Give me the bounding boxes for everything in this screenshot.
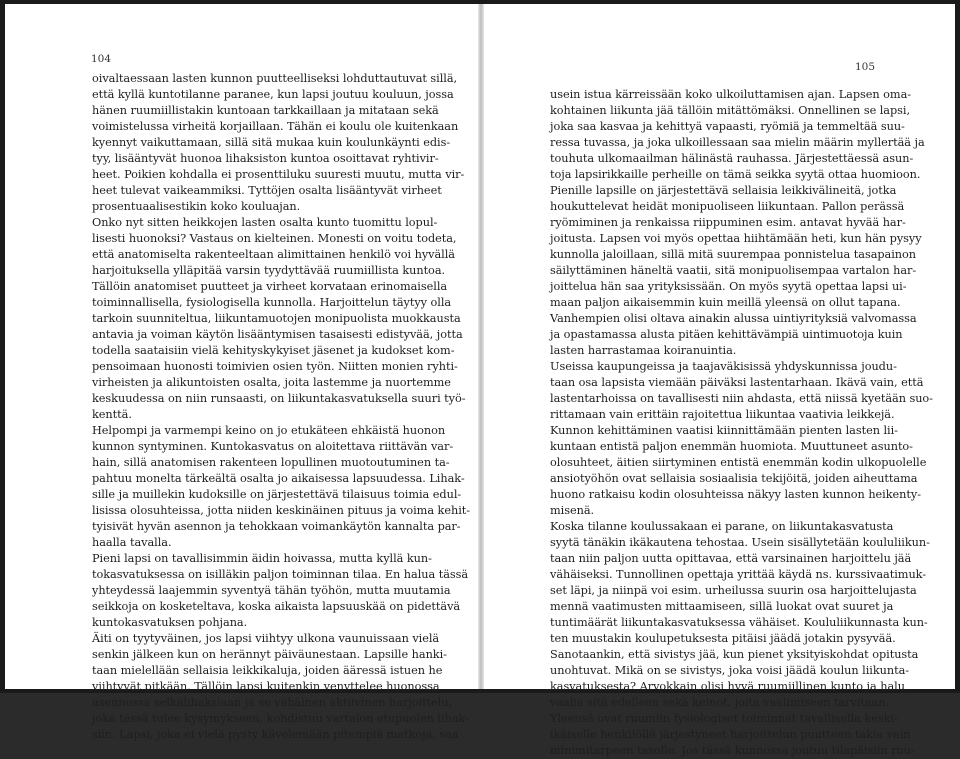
- text-line: joka tässä tulee kysymykseen, kohdistuu vartalon etupuolen lihak-: [92, 712, 469, 725]
- text-line: vähäiseksi. Tunnollinen opettaja yrittää käydä ns. kurssivaatimuk-: [550, 568, 927, 581]
- text-line: syytä tänäkin ikäkautena tehostaa. Usein sisällytetään koululiikun-: [550, 536, 930, 549]
- text-line: kenttä.: [92, 408, 132, 421]
- text-line: rittamaan vain erittäin rajoitettua liikuntaa vaativia leikkejä.: [550, 408, 895, 421]
- text-line: keskuudessa on niin runsaasti, on liikuntakasvatuksella suuri työ-: [92, 392, 466, 405]
- text-line: ressa tuvassa, ja joka ulkoillessaan saa mielin määrin myllertää ja: [550, 136, 925, 149]
- text-line: että kyllä kuntotilanne paranee, kun lapsi joutuu kouluun, jossa: [92, 88, 454, 101]
- scan-border-left: [0, 0, 5, 693]
- text-line: tuntimäärät liikuntakasvatuksessa vähäiset. Koululiikunnasta kun-: [550, 616, 928, 629]
- text-line: lastentarhoissa on tavallisesti niin ahdasta, että niissä kyetään suo-: [550, 392, 933, 405]
- text-line: minimitarpeen tasolle. Jos tässä kunnossa joutuu tilapäisiin ruu-: [550, 744, 915, 757]
- text-line: pensoimaan huonosti toimivien osien työn. Niitten monien ryhti-: [92, 360, 458, 373]
- text-line: toja lapsirikkaille perheille on tämä seikka syytä ottaa huomioon.: [550, 168, 921, 181]
- text-line: harjoituksella ylläpitää varsin tyydyttävää ruumiillista kuntoa.: [92, 264, 446, 277]
- text-line: lisesti huonoksi? Vastaus on kielteinen. Monesti on voitu todeta,: [92, 232, 457, 245]
- text-line: kyennyt vaikuttamaan, sillä sitä mukaa kuin koulunkäynti edis-: [92, 136, 451, 149]
- text-line: Useissa kaupungeissa ja taajaväkisissä yhdyskunnissa joudu-: [550, 360, 897, 373]
- text-line: mennä vaatimusten mittaamiseen, sillä luokat ovat suuret ja: [550, 600, 894, 613]
- text-line: heet. Poikien kohdalla ei prosenttiluku suuresti muutu, mutta vir-: [92, 168, 465, 181]
- text-line: set läpi, ja niinpä voi esim. urheilussa suurin osa harjoittelujasta: [550, 584, 917, 597]
- right-page-number: 105: [855, 61, 876, 73]
- text-line: Pieni lapsi on tavallisimmin äidin hoivassa, mutta kyllä kun-: [92, 552, 432, 565]
- text-line: viihtyvät pitkään. Tällöin lapsi kuitenkin venyttelee huonossa: [92, 680, 440, 693]
- text-line: säilyttäminen häneltä vaatii, sitä monipuolisempaa vartalon har-: [550, 264, 917, 277]
- text-line: maan paljon aikaisemmin kuin meillä yleensä on ollut tapana.: [550, 296, 901, 309]
- text-line: kasvatuksesta? Arvokkain olisi hyvä ruumiillinen kunto ja halu: [550, 680, 905, 693]
- text-line: yhteydessä laajemmin syventyä tähän työhön, mutta muutamia: [92, 584, 451, 597]
- text-line: siin. Lapsi, joka ei vielä pysty kävelemään pitempiä matkoja, saa: [92, 728, 459, 741]
- text-line: senkin jälkeen kun on herännyt päiväunestaan. Lapsille hanki-: [92, 648, 447, 661]
- left-page: [6, 5, 478, 741]
- text-line: joka saa kasvaa ja kehittyä vapaasti, ryömiä ja temmeltää suu-: [550, 120, 905, 133]
- text-line: seikkoja on kosketeltava, koska aikaista lapsuuskää on pidettävä: [92, 600, 461, 613]
- text-line: taan mielellään sellaisia leikkikaluja, joiden ääressä istuen he: [92, 664, 443, 677]
- text-line: haalla tavalla.: [92, 536, 172, 549]
- text-line: ikäiselle henkilöllä järjestyneet harjoittelun puutteen takia vain: [550, 728, 911, 741]
- text-line: Kunnon kehittäminen vaatisi kiinnittämään pienten lasten lii-: [550, 424, 898, 437]
- text-line: ryömiminen ja renkaissa riippuminen esim. antavat hyvää har-: [550, 216, 906, 229]
- text-line: huono ratkaisu kodin olosuhteissa näkyy lasten kunnon heikenty-: [550, 488, 921, 501]
- text-line: prosentuaalisestikin koko kouluajan.: [92, 200, 301, 213]
- text-line: hänen ruumiillistakin kuntoaan tarkkaillaan ja mitataan sekä: [92, 104, 439, 117]
- text-line: hain, sillä anatomisen rakenteen lopullinen muotoutuminen ta-: [92, 456, 450, 469]
- text-line: kuntaan entistä paljon enemmän huomiota. Muuttuneet asunto-: [550, 440, 913, 453]
- text-line: oivaltaessaan lasten kunnon puutteelliseksi lohduttautuvat sillä,: [92, 72, 458, 85]
- text-line: joittelua hän saa yrityksissään. On myös syytä opettaa lapsi ui-: [550, 280, 907, 293]
- text-line: vaalia sitä edelleen sekä keinot, joita vaalimiseen tarvitaan.: [550, 696, 890, 709]
- scan-border-right: [955, 0, 960, 693]
- text-line: kohtainen liikunta jää tällöin mitättömäksi. Onnellinen se lapsi,: [550, 104, 911, 117]
- text-line: tyisivät hyvän asennon ja tehokkaan voimankäytön kannalta par-: [92, 520, 461, 533]
- text-line: houkuttelevat heidät monipuoliseen liikuntaan. Pallon perässä: [550, 200, 905, 213]
- text-line: kunnon syntyminen. Kuntokasvatus on aloitettava riittävän var-: [92, 440, 454, 453]
- text-line: Pienille lapsille on järjestettävä sellaisia leikkivälineitä, jotka: [550, 184, 897, 197]
- text-line: voimistelussa virheitä korjaillaan. Tähän ei koulu ole kuitenkaan: [92, 120, 459, 133]
- text-line: taan osa lapsista viemään päiväksi lastentarhaan. Ikävä vain, että: [550, 376, 924, 389]
- text-line: misenä.: [550, 504, 595, 517]
- text-line: Koska tilanne koulussakaan ei parane, on liikuntakasvatusta: [550, 520, 894, 533]
- text-line: olosuhteet, äitien siirtyminen entistä enemmän kodin ulkopuolelle: [550, 456, 927, 469]
- text-line: ten muustakin koulupetuksesta pitäisi jäädä jotakin pysyvää.: [550, 632, 896, 645]
- text-line: antavia ja voiman käytön lisääntymisen tasaisesti edistyvää, jotta: [92, 328, 463, 341]
- text-line: että anatomiselta rakenteeltaan alimittainen henkilö voi hyvällä: [92, 248, 455, 261]
- text-line: Helpompi ja varmempi keino on jo etukäteen ehkäistä huonon: [92, 424, 446, 437]
- text-line: toiminnallisella, fysiologisella kunnolla. Harjoittelun täytyy olla: [92, 296, 452, 309]
- text-line: usein istua kärreissään koko ulkoiluttamisen ajan. Lapsen oma-: [550, 88, 912, 101]
- text-line: tokasvatuksessa on isilläkin paljon toiminnan tilaa. En halua tässä: [92, 568, 469, 581]
- left-page-text: [92, 71, 471, 743]
- text-line: asennossa selkälihaksiaan ja se vähäinen aktiivinen harjoittelu,: [92, 696, 453, 709]
- left-page-number: 104: [91, 53, 112, 65]
- text-line: tarkoin suunniteltua, liikuntamuotojen monipuolista muokkausta: [92, 312, 461, 325]
- right-page: [484, 5, 955, 757]
- text-line: ansiotyöhön ovat sellaisia sosiaalisia tekijöitä, joiden aiheuttama: [550, 472, 918, 485]
- text-line: pahtuu monelta tärkeältä osalta jo aikaisessa lapsuudessa. Lihak-: [92, 472, 465, 485]
- right-page-text: [550, 87, 933, 759]
- text-line: joitusta. Lapsen voi myös opettaa hiihtämään heti, kun hän pysyy: [550, 232, 922, 245]
- text-line: touhuta ulkomaailman hälinästä rauhassa. Järjestettäessä asun-: [550, 152, 914, 165]
- text-line: Onko nyt sitten heikkojen lasten osalta kunto tuomittu lopul-: [92, 216, 438, 229]
- text-line: heet tulevat vaikeammiksi. Tyttöjen osalta lisääntyvät virheet: [92, 184, 442, 197]
- text-line: kunnolla jaloillaan, sillä mitä suurempaa ponnistelua tasapainon: [550, 248, 917, 261]
- text-line: tyy, lisääntyvät huonoa lihaksiston kuntoa osoittavat ryhtivir-: [92, 152, 439, 165]
- text-line: sille ja muillekin kudoksille on järjestettävä tilaisuus toimia edul-: [92, 488, 462, 501]
- text-line: Sanotaankin, että sivistys jää, kun pienet yksityiskohdat opitusta: [550, 648, 919, 661]
- text-line: Tällöin anatomiset puutteet ja virheet korvataan erinomaisella: [92, 280, 448, 293]
- text-line: taan niin paljon uutta opittavaa, että varsinainen harjoittelu jää: [550, 552, 912, 565]
- text-line: lisissa olosuhteissa, jotta niiden keskinäinen pituus ja voima kehit-: [92, 504, 471, 517]
- text-line: Vanhempien olisi oltava ainakin alussa uintiyrityksiä valvomassa: [550, 312, 917, 325]
- text-line: kuntokasvatuksen pohjana.: [92, 616, 248, 629]
- text-line: todella saataisiin vielä kehityskykyiset jäsenet ja kudokset kom-: [92, 344, 455, 357]
- text-line: Äiti on tyytyväinen, jos lapsi viihtyy ulkona vaunuissaan vielä: [92, 632, 440, 645]
- text-line: lasten harrastamaa koiranuintia.: [550, 344, 737, 357]
- text-line: virheisten ja alikuntoisten osalta, joita lastemme ja nuortemme: [92, 376, 451, 389]
- text-line: ja opastamassa alusta pitäen kehittävämpiä uintimuotoja kuin: [550, 328, 903, 341]
- text-line: Yleensä ovat ruumiin fysiologiset toiminnat tavallisella keski-: [550, 712, 898, 725]
- text-line: unohtuvat. Mikä on se sivistys, joka voisi jäädä koulun liikunta-: [550, 664, 910, 677]
